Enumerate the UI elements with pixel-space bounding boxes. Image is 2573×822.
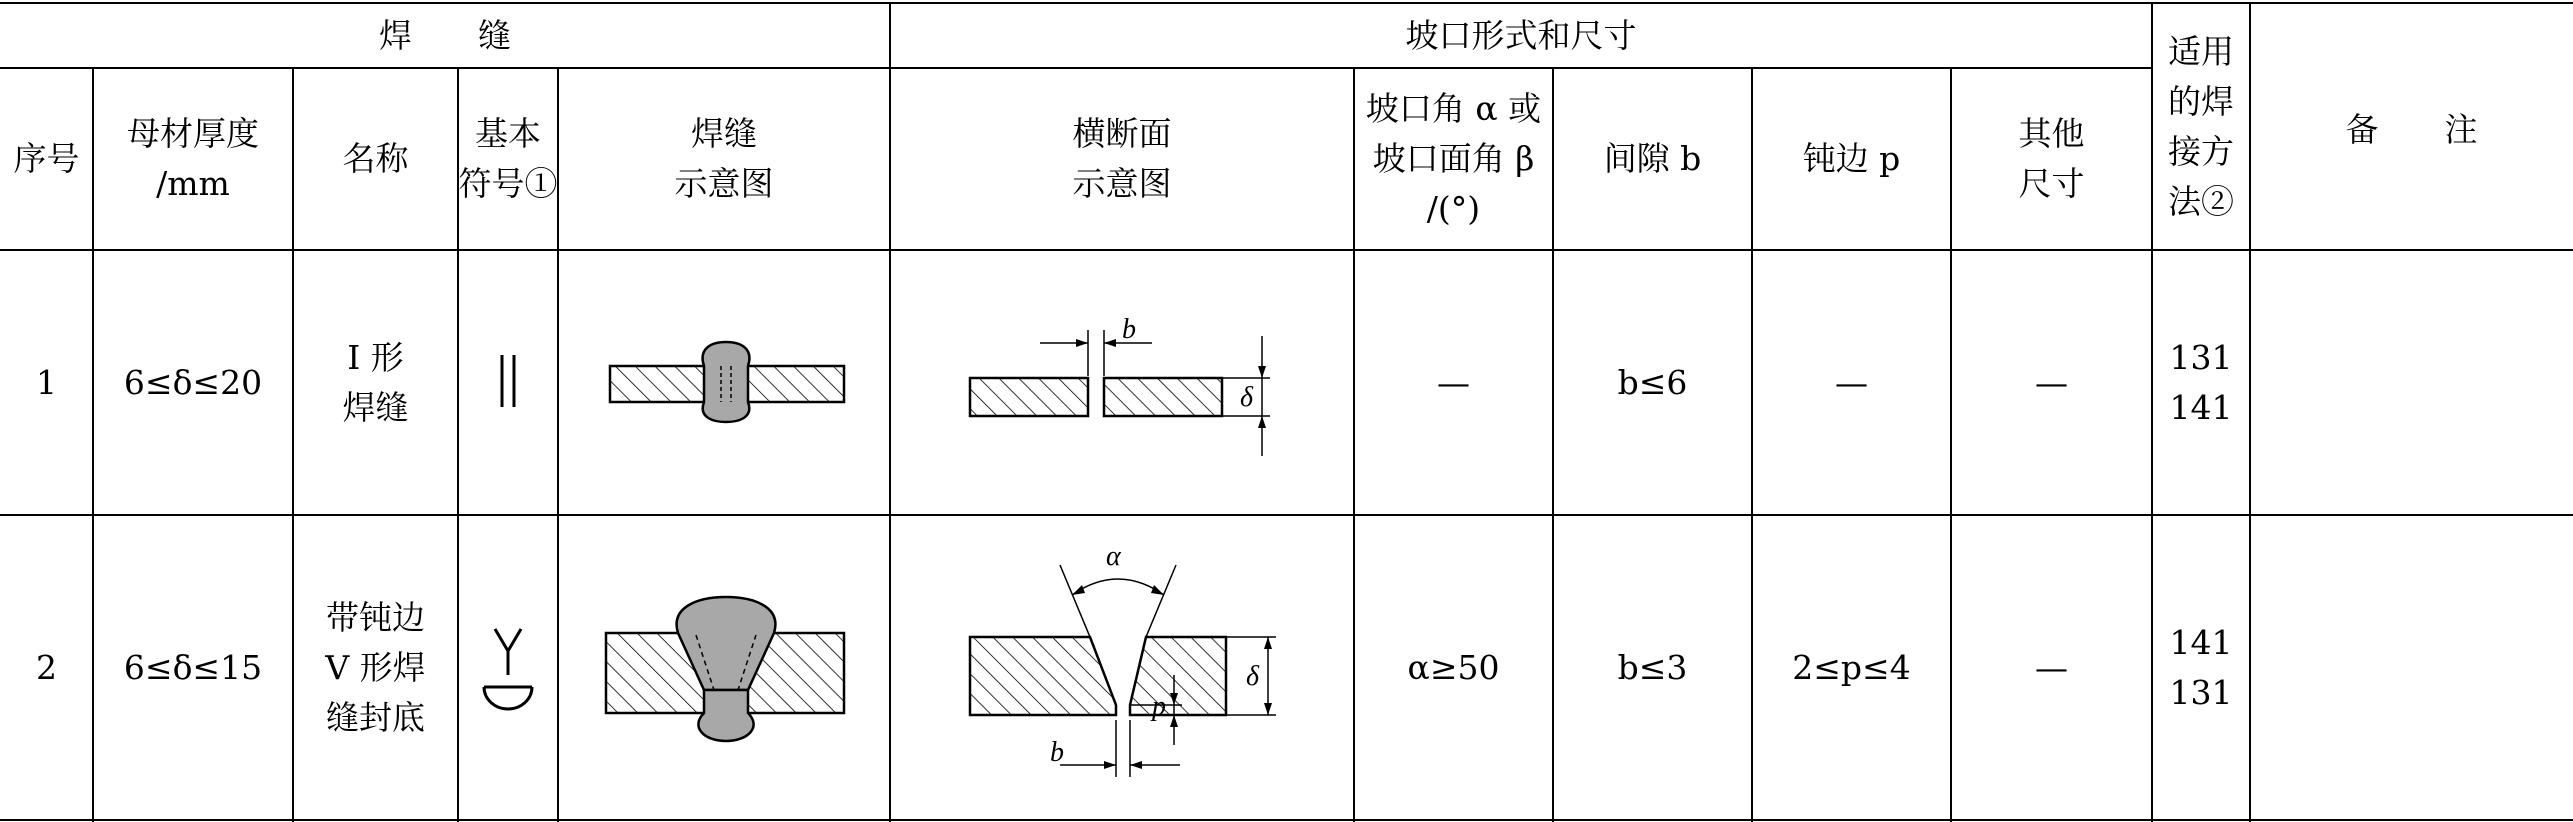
row1-no: 1 [36, 362, 57, 402]
row1-remarks [2250, 250, 2573, 515]
row2-root-face: 2≤p≤4 [1792, 647, 1911, 687]
row1-weld-sketch [558, 250, 890, 515]
row2-method: 141 131 [2169, 622, 2233, 712]
row2-thickness-label: δ [1246, 661, 1260, 692]
row2-thickness: 6≤δ≤15 [123, 647, 263, 687]
row1-other-dims: — [2035, 362, 2068, 402]
header-name: 名称 [342, 139, 409, 178]
header-remarks: 备 注 [2345, 110, 2478, 149]
row1-gap-label: b [1122, 314, 1136, 345]
header-symbol: 基本 符号① [458, 114, 558, 203]
header-groove-group: 坡口形式和尺寸 [1405, 15, 1637, 55]
header-root-face: 钝边 p [1802, 139, 1901, 178]
row1-cross-section [890, 250, 1354, 515]
v-groove-with-backing-weld-symbol-icon [458, 515, 558, 820]
row1-name: I 形 焊缝 [342, 337, 409, 427]
row2-gap: b≤3 [1617, 647, 1688, 687]
row1-thickness: 6≤δ≤20 [123, 362, 263, 402]
header-groove-angle: 坡口角 α 或 坡口面角 β /(°) [1365, 89, 1542, 228]
row1-method: 131 141 [2169, 337, 2233, 427]
row2-cross-section [890, 515, 1354, 820]
row2-weld-sketch [558, 515, 890, 820]
header-no: 序号 [13, 139, 80, 178]
row1-gap: b≤6 [1617, 362, 1688, 402]
row1-root-face: — [1835, 362, 1868, 402]
header-thickness: 母材厚度 /mm [127, 114, 259, 203]
row2-angle-label: α [1106, 541, 1121, 572]
row2-name: 带钝边 V 形焊 缝封底 [325, 597, 426, 737]
row1-angle: — [1437, 362, 1470, 402]
header-weld-group: 焊 缝 [379, 15, 511, 55]
header-gap: 间隙 b [1603, 139, 1702, 178]
header-weld-sketch: 焊缝 示意图 [674, 114, 774, 203]
double-bar-i-weld-symbol-icon [458, 250, 558, 515]
row2-angle: α≥50 [1407, 647, 1500, 687]
row2-root-face-label: p [1152, 691, 1166, 722]
row1-thickness-label: δ [1240, 382, 1254, 413]
row2-other-dims: — [2035, 647, 2068, 687]
header-other-dims: 其他 尺寸 [2018, 114, 2085, 203]
row2-remarks [2250, 515, 2573, 820]
row2-no: 2 [36, 647, 57, 687]
header-cross-section: 横断面 示意图 [1072, 114, 1172, 203]
header-welding-method: 适用 的焊 接方 法② [2168, 31, 2234, 221]
row2-gap-label: b [1050, 737, 1064, 768]
